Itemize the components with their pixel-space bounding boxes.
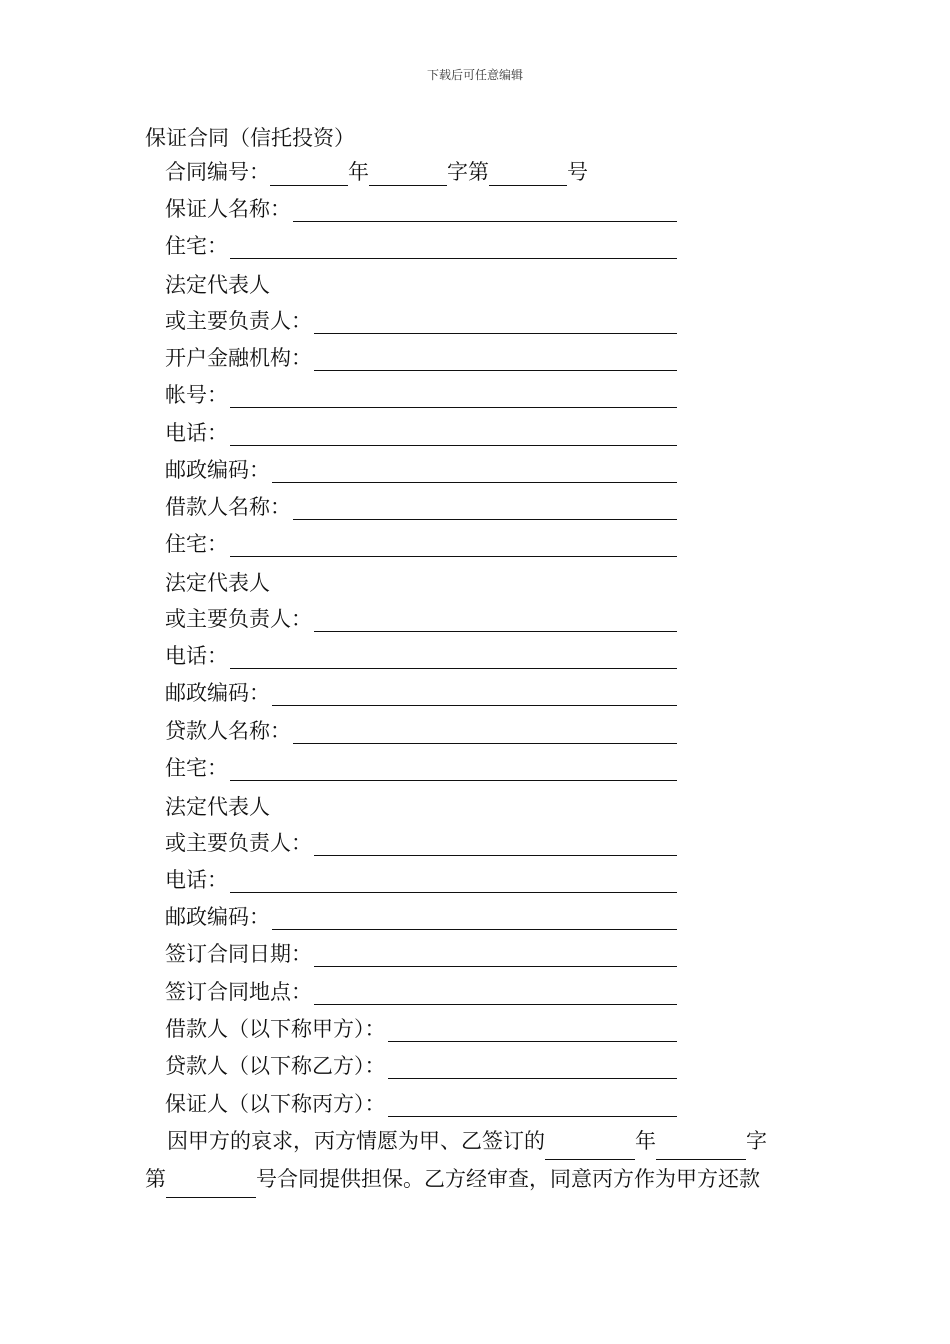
contract-year-text: 年: [348, 160, 369, 184]
field-blank[interactable]: [314, 942, 677, 967]
field-blank[interactable]: [314, 831, 677, 856]
guarantor-rep-field: [165, 304, 677, 334]
field-blank[interactable]: [388, 1092, 678, 1117]
document-title: 保证合同（信托投资）: [145, 126, 355, 150]
field-label: 贷款人（以下称乙方）：: [165, 1054, 386, 1078]
field-label: 住宅：: [165, 234, 228, 258]
guarantor-address-field: [165, 229, 677, 259]
lender-address-field: [165, 751, 677, 781]
lender-rep-field: [165, 826, 677, 856]
field-blank[interactable]: [230, 421, 677, 446]
field-blank[interactable]: [230, 868, 677, 893]
paragraph-char-text: 字: [746, 1129, 767, 1153]
paragraph-line-1: [145, 1122, 810, 1160]
sign-date-field: [165, 937, 677, 967]
contract-char-text: 字第: [447, 160, 489, 184]
contract-num-text: 号: [567, 160, 588, 184]
body-paragraph: [145, 1122, 810, 1198]
field-blank[interactable]: [272, 905, 677, 930]
page-header: 下载后可任意编辑: [426, 68, 523, 82]
field-label: 保证人名称：: [165, 197, 291, 221]
contract-num-blank[interactable]: [489, 163, 567, 186]
field-label: 住宅：: [165, 756, 228, 780]
field-blank[interactable]: [388, 1017, 678, 1042]
field-label: 电话：: [165, 868, 228, 892]
field-label: 签订合同地点：: [165, 980, 312, 1004]
paragraph-line-2: [145, 1160, 810, 1198]
lender-name-field: [165, 714, 677, 744]
field-label: 或主要负责人：: [165, 831, 312, 855]
account-field: [165, 378, 677, 408]
sign-place-field: [165, 975, 677, 1005]
field-label: 贷款人名称：: [165, 719, 291, 743]
field-label: 帐号：: [165, 383, 228, 407]
field-blank[interactable]: [314, 980, 677, 1005]
field-blank[interactable]: [314, 607, 677, 632]
bank-field: [165, 341, 677, 371]
field-blank[interactable]: [272, 458, 677, 483]
contract-number-line: [165, 156, 588, 186]
lender-postcode-field: [165, 900, 677, 930]
field-label: 借款人名称：: [165, 495, 291, 519]
field-label: 邮政编码：: [165, 905, 270, 929]
party-c-field: [165, 1087, 677, 1117]
rep-header: 法定代表人: [165, 273, 270, 297]
field-blank[interactable]: [230, 644, 677, 669]
borrower-name-field: [165, 490, 677, 520]
field-blank[interactable]: [314, 309, 677, 334]
party-a-field: [165, 1012, 677, 1042]
field-blank[interactable]: [230, 234, 677, 259]
borrower-postcode-field: [165, 676, 677, 706]
field-label: 住宅：: [165, 532, 228, 556]
paragraph-year-text: 年: [635, 1129, 656, 1153]
field-label: 电话：: [165, 644, 228, 668]
guarantor-name-field: [165, 192, 677, 222]
field-label: 开户金融机构：: [165, 346, 312, 370]
paragraph-text: 因甲方的哀求，丙方情愿为甲、乙签订的: [167, 1129, 545, 1153]
paragraph-char-blank[interactable]: [656, 1137, 746, 1160]
paragraph-text: 第: [145, 1167, 166, 1191]
field-label: 或主要负责人：: [165, 607, 312, 631]
borrower-phone-field: [165, 639, 677, 669]
field-label: 或主要负责人：: [165, 309, 312, 333]
field-label: 保证人（以下称丙方）：: [165, 1092, 386, 1116]
field-blank[interactable]: [388, 1054, 678, 1079]
field-label: 签订合同日期：: [165, 942, 312, 966]
paragraph-text: 号合同提供担保。乙方经审查，同意丙方作为甲方还款: [256, 1167, 760, 1191]
paragraph-year-blank[interactable]: [545, 1137, 635, 1160]
field-blank[interactable]: [230, 383, 677, 408]
field-label: 电话：: [165, 421, 228, 445]
contract-number-label: 合同编号：: [165, 160, 270, 184]
field-blank[interactable]: [230, 756, 677, 781]
party-b-field: [165, 1049, 677, 1079]
field-blank[interactable]: [293, 197, 677, 222]
field-blank[interactable]: [314, 346, 677, 371]
field-blank[interactable]: [272, 681, 677, 706]
borrower-rep-field: [165, 602, 677, 632]
rep-header: 法定代表人: [165, 795, 270, 819]
borrower-address-field: [165, 527, 677, 557]
field-label: 邮政编码：: [165, 681, 270, 705]
field-label: 邮政编码：: [165, 458, 270, 482]
field-blank[interactable]: [293, 719, 677, 744]
field-blank[interactable]: [230, 532, 677, 557]
paragraph-num-blank[interactable]: [166, 1175, 256, 1198]
rep-header: 法定代表人: [165, 571, 270, 595]
guarantor-postcode-field: [165, 453, 677, 483]
contract-char-blank[interactable]: [369, 163, 447, 186]
lender-phone-field: [165, 863, 677, 893]
field-label: 借款人（以下称甲方）：: [165, 1017, 386, 1041]
guarantor-phone-field: [165, 416, 677, 446]
contract-year-blank[interactable]: [270, 163, 348, 186]
field-blank[interactable]: [293, 495, 677, 520]
